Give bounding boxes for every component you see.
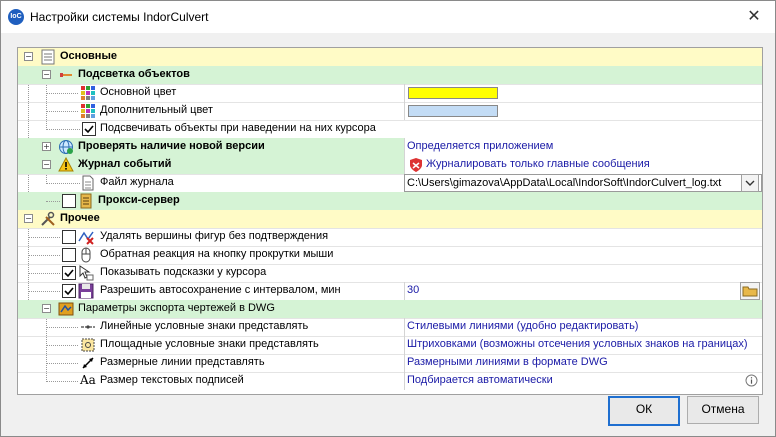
- autosave-checkbox[interactable]: [62, 284, 76, 298]
- tree-line: [46, 363, 78, 364]
- warning-icon: [58, 157, 74, 173]
- check-updates-label: Проверять наличие новой версии: [78, 140, 265, 152]
- cursor-hint-icon: [78, 265, 94, 281]
- info-icon[interactable]: [745, 374, 758, 387]
- linear-signs-label: Линейные условные знаки представлять: [100, 320, 309, 332]
- group-dwg-export[interactable]: [18, 300, 762, 319]
- collapse-icon[interactable]: −: [25, 52, 32, 61]
- row-scroll-reverse[interactable]: [18, 246, 762, 265]
- font-size-icon: Aa: [80, 373, 96, 387]
- tools-icon: [40, 211, 56, 227]
- tree-line: [46, 129, 80, 130]
- proxy-label: Прокси-сервер: [98, 194, 180, 206]
- delete-vertices-checkbox[interactable]: [62, 230, 76, 244]
- scroll-reverse-label: Обратная реакция на кнопку прокрутки мыши: [100, 248, 334, 260]
- list-icon: [40, 49, 56, 65]
- dim-lines-value[interactable]: [404, 354, 762, 372]
- linear-signs-value-text: Стилевыми линиями (удобно редактировать): [407, 320, 639, 332]
- palette-icon: [80, 103, 96, 119]
- hatch-icon: [80, 337, 96, 353]
- group-event-log[interactable]: [18, 156, 762, 175]
- cursor-hints-label: Показывать подсказки у курсора: [100, 266, 267, 278]
- group-proxy[interactable]: [18, 192, 762, 211]
- collapse-icon[interactable]: −: [43, 70, 50, 79]
- property-grid: [17, 47, 763, 395]
- event-log-label: Журнал событий: [78, 158, 172, 170]
- category-other[interactable]: [18, 210, 762, 229]
- event-log-value[interactable]: [404, 156, 762, 174]
- secondary-color-value[interactable]: [404, 102, 762, 120]
- hover-highlight-label: Подсвечивать объекты при наведении на них курсора: [100, 122, 376, 134]
- tree-line: [28, 237, 60, 238]
- category-main[interactable]: [18, 48, 762, 67]
- row-text-size[interactable]: [18, 372, 762, 390]
- file-icon: [80, 175, 96, 191]
- tree-line: [28, 291, 60, 292]
- delete-vertices-label: Удалять вершины фигур без подтверждения: [100, 230, 329, 242]
- tree-line: [46, 201, 60, 202]
- row-delete-vertices[interactable]: [18, 228, 762, 247]
- floppy-icon: [78, 283, 94, 299]
- group-highlight-label: Подсветка объектов: [78, 68, 190, 80]
- tree-line: [28, 273, 60, 274]
- collapse-icon[interactable]: −: [25, 214, 32, 223]
- server-icon: [78, 193, 94, 209]
- log-file-value-text: C:\Users\gimazova\AppData\Local\IndorSoft\IndorCulvert_log.txt: [407, 177, 722, 189]
- chevron-down-icon[interactable]: [741, 174, 759, 192]
- hover-highlight-checkbox[interactable]: [82, 122, 96, 136]
- dim-lines-value-text: Размерными линиями в формате DWG: [407, 356, 608, 368]
- scroll-reverse-checkbox[interactable]: [62, 248, 76, 262]
- line-style-icon: [80, 319, 96, 335]
- area-signs-value-text: Штриховками (возможны отсечения условных знаков на границах): [407, 338, 748, 350]
- row-secondary-color[interactable]: [18, 102, 762, 121]
- palette-icon: [80, 85, 96, 101]
- category-other-label: Прочее: [60, 212, 100, 224]
- group-check-updates[interactable]: [18, 138, 762, 157]
- secondary-color-label: Дополнительный цвет: [100, 104, 213, 116]
- autosave-interval-value: 30: [407, 284, 420, 296]
- tree-line: [46, 183, 80, 184]
- proxy-checkbox[interactable]: [62, 194, 76, 208]
- tree-line: [46, 381, 78, 382]
- row-dim-lines[interactable]: [18, 354, 762, 373]
- cursor-hints-checkbox[interactable]: [62, 266, 76, 280]
- row-primary-color[interactable]: [18, 84, 762, 103]
- dwg-export-label: Параметры экспорта чертежей в DWG: [78, 302, 275, 314]
- linear-signs-value[interactable]: [404, 318, 762, 336]
- highlight-icon: [58, 67, 74, 83]
- text-size-value[interactable]: [404, 372, 762, 390]
- tree-line: [28, 255, 60, 256]
- dwg-icon: [58, 301, 74, 317]
- area-signs-value[interactable]: [404, 336, 762, 354]
- row-hover-highlight[interactable]: [18, 120, 762, 139]
- primary-color-swatch[interactable]: [408, 87, 498, 99]
- folder-icon[interactable]: [740, 282, 760, 300]
- secondary-color-swatch[interactable]: [408, 105, 498, 117]
- row-area-signs[interactable]: [18, 336, 762, 355]
- row-linear-signs[interactable]: [18, 318, 762, 337]
- row-cursor-hints[interactable]: [18, 264, 762, 283]
- tree-line: [46, 327, 78, 328]
- primary-color-label: Основной цвет: [100, 86, 177, 98]
- tree-line: [46, 93, 78, 94]
- row-log-file[interactable]: [18, 174, 762, 193]
- title-bar: [1, 1, 775, 33]
- primary-color-value[interactable]: [404, 84, 762, 102]
- check-updates-value-text: Определяется приложением: [407, 140, 554, 152]
- dimension-arrow-icon: [80, 355, 96, 371]
- expand-icon[interactable]: +: [43, 142, 50, 151]
- category-main-label: Основные: [60, 50, 117, 62]
- log-file-label: Файл журнала: [100, 176, 174, 188]
- collapse-icon[interactable]: −: [43, 304, 50, 313]
- autosave-interval-field[interactable]: [404, 282, 762, 300]
- tree-line: [46, 345, 78, 346]
- group-highlight[interactable]: [18, 66, 762, 85]
- tree-line: [46, 111, 78, 112]
- area-signs-label: Площадные условные знаки представлять: [100, 338, 319, 350]
- text-size-label: Размер текстовых подписей: [100, 374, 244, 386]
- log-file-combobox[interactable]: [404, 174, 762, 192]
- ok-button[interactable]: ОК: [608, 396, 680, 426]
- dim-lines-label: Размерные линии представлять: [100, 356, 265, 368]
- close-icon[interactable]: ✕: [747, 8, 761, 25]
- row-autosave[interactable]: [18, 282, 762, 301]
- shield-icon: [408, 157, 424, 173]
- mouse-icon: [78, 247, 94, 263]
- window-title: Настройки системы IndorCulvert: [30, 10, 209, 24]
- collapse-icon[interactable]: −: [43, 160, 50, 169]
- text-size-value-text: Подбирается автоматически: [407, 374, 553, 386]
- cancel-button[interactable]: Отмена: [687, 396, 759, 424]
- event-log-value-text: Журналировать только главные сообщения: [426, 158, 650, 170]
- globe-icon: [58, 139, 74, 155]
- check-updates-value[interactable]: [404, 138, 762, 156]
- autosave-label: Разрешить автосохранение с интервалом, мин: [100, 284, 341, 296]
- app-icon: IoC: [8, 9, 24, 25]
- delete-vertex-icon: [78, 229, 94, 245]
